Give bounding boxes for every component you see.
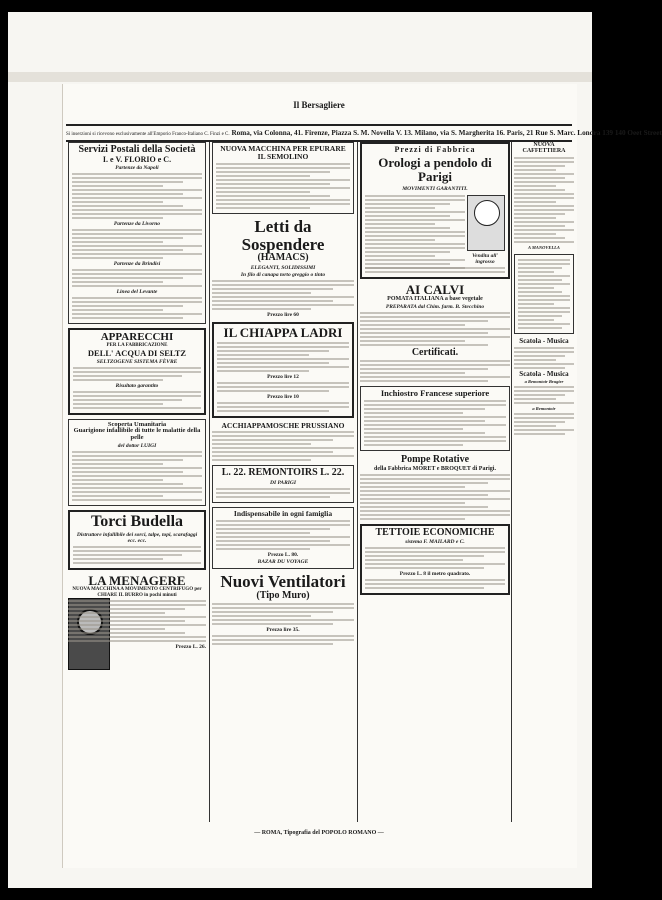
ad-scatola-musica [514,338,574,436]
postal-livorno-heading: Partenze da Livorno [113,220,161,227]
ad-chiappa-ladri [212,322,354,418]
printer-footer: — ROMA, Tipografia del POPOLO ROMANO — [254,830,384,836]
seltz-title-2: DELL' ACQUA DI SELTZ [87,347,187,358]
column-rule-2 [357,142,358,822]
acchiappa-text [212,431,354,461]
postal-text-3 [72,269,202,287]
umanitaria-doctor: del dottor LUIGI [117,443,157,450]
menagere-price: Prezzo L. 26. [175,643,206,650]
chiappa-text-3 [217,402,349,412]
pompe-title: Pompe Rotative [400,454,470,466]
pendulum-clock-illustration [467,195,505,251]
orologi-wholesale: Vendita all' ingrosso [472,252,498,265]
tettoie-subtitle: sistema F. MAILARD e C. [405,539,465,546]
ad-torci-budella [68,510,206,570]
remontoirs-text [216,488,350,498]
clock-face-icon [474,200,500,226]
umanitaria-subtitle: Guarigione infallibile di tutte le malattie della pelle [73,427,201,442]
scatola-remontoir-brugier: a Remontoir Brugier [524,379,564,385]
inchiostro-title: Inchiostro Francese superiore [380,388,490,399]
page-fold-shadow [8,72,592,82]
ventilatori-text-2 [212,635,354,645]
calvi-text [360,312,510,346]
seltz-price-list [73,391,201,409]
postal-napoli-heading: Partenze da Napoli [115,164,159,171]
postal-text-1 [72,173,202,219]
ad-office-line [66,124,662,142]
ad-letti [212,218,354,318]
umanitaria-text [72,451,202,501]
column-rule-3 [511,142,512,822]
scatola-title-1: Scatola - Musica [519,336,569,345]
postal-company: I. e V. FLORIO e C. [102,154,172,164]
remontoirs-subtitle: DI PARIGI [269,479,297,486]
column-4 [514,142,574,437]
inchiostro-text [364,400,506,446]
semolino-text [216,163,350,209]
bazar-du-voyage: BAZAR DU VOYAGE [257,558,309,565]
indispensabile-title: Indispensabile in ogni famiglia [233,508,333,518]
torci-subtitle: Distruttore infallibile dei sorci, talpe, topi, scarafaggi ecc. ecc. [76,531,198,544]
calvi-title: AI CALVI [405,281,465,297]
ad-remontoirs [212,465,354,503]
letti-price: Prezzo lire 60 [267,311,299,318]
seltz-text [73,367,201,381]
column-3 [360,142,510,599]
orologi-price-list [365,193,465,271]
tettoie-title: TETTOIE ECONOMICHE [375,526,495,538]
remontoirs-title: L. 22. REMONTOIRS L. 22. [221,467,345,479]
caffettiera-subtitle: A MANOVELLA [528,244,560,250]
orologi-title: Orologi a pendolo di Parigi [378,155,492,185]
scatola-text-3 [514,413,574,435]
scatola-text-1 [514,347,574,369]
ad-umanitaria [68,419,206,506]
ad-calvi [360,283,510,382]
menagere-title: LA MENAGERE [88,572,186,588]
seltz-title: APPARECCHI [100,330,174,343]
ventilatori-text [212,603,354,625]
postal-levante-heading: Linea del Levante [116,288,158,295]
scatola-remontoir: a Remontoir [532,406,556,412]
column-1 [68,142,206,670]
small-notices-text [518,259,570,329]
caffettiera-title: NUOVA CAFFETTIERA [522,142,566,155]
prezzi-title: Prezzi di Fabbrica [394,145,476,154]
menagere-subtitle: NUOVA MACCHINA A MOVIMENTO CENTRIFUGO per CHIARE IL BURRO in pochi minuti [72,587,202,598]
letti-title: Letti da Sospendere [241,216,325,254]
letti-canapa: In filo di canapa torto greggio o tinto [240,271,326,278]
caffettiera-text [514,157,574,243]
tettoie-text [365,547,505,569]
ad-menagere [68,574,206,650]
tettoie-text-2 [365,579,505,589]
seltz-result: Risultato garantito [115,382,159,389]
calvi-certificati: Certificati. [411,346,459,358]
tettoie-price: Prezzo L. 8 il metro quadrato. [399,571,471,578]
masthead: Il Bersagliere [293,100,345,110]
ad-postal-services [68,142,206,324]
torci-text [73,546,201,564]
scatola-title-2: Scatola - Musica [519,369,569,378]
ad-seltz [68,328,206,415]
seltz-subtitle: PER LA FABBRICAZIONE [106,343,168,349]
indispensabile-text [216,520,350,550]
postal-text-2 [72,229,202,259]
seltz-system: SELTZOGENE SISTEMA FÈVRE [96,358,178,365]
ad-office-prefix: Si inserzioni si ricevono esclusivamente all'Emporio Franco-Italiano C. Finzi e C. [66,132,230,137]
calvi-subtitle: POMATA ITALIANA a base vegetale [387,296,483,303]
torci-title: Torci Budella [90,513,184,531]
pompe-subtitle: della Fabbrica MORET e BROQUET di Parigi. [374,465,496,472]
ventilatori-subtitle: (Tipo Muro) [256,589,310,601]
chiappa-price-2: Prezzo lire 10 [267,393,299,400]
column-2 [212,142,354,647]
column-rule-1 [209,142,210,822]
ad-ventilatori [212,573,354,645]
letti-hamacs: (HAMACS) [257,252,309,264]
letti-eleganti: ELEGANTI, SOLIDISSIMI [250,264,316,271]
ventilatori-price: Prezzo lire 35. [266,627,300,634]
acchiappa-title: ACCHIAPPAMOSCHE PRUSSIANO [221,420,345,430]
postal-brindisi-heading: Partenze da Brindisi [113,260,161,267]
semolino-title: NUOVA MACCHINA PER EPURARE IL SEMOLINO [220,144,346,161]
ventilatori-title: Nuovi Ventilatori [220,571,346,591]
ad-semolino [212,142,354,214]
scatola-text-2 [514,386,574,404]
chiappa-price-1: Prezzo lire 12 [267,373,299,380]
ad-acchiappamosche [212,422,354,462]
postal-text-4 [72,297,202,319]
orologi-subtitle: MOVIMENTI GARANTITI. [402,185,468,192]
postal-title: Servizi Postali della Società [78,144,196,155]
ad-inchiostro [360,386,510,451]
letti-price-list [212,280,354,310]
ad-tettoie [360,524,510,596]
indispensabile-price: Prezzo L. 80. [267,551,299,558]
ad-indispensabile [212,507,354,569]
ad-pompe [360,455,510,520]
pompe-text [360,474,510,520]
umanitaria-title: Scoperta Umanitaria [107,420,167,428]
ad-small-notices [514,254,574,334]
chiappa-text-2 [217,382,349,392]
ad-caffettiera [514,142,574,250]
chiappa-text [217,342,349,372]
calvi-text-2 [360,360,510,382]
ad-orologi [360,142,510,279]
ad-office-cities: Roma, via Colonna, 41. Firenze, Piazza S. M. Novella V. 13. Milano, via S. Margherita 16. Paris, 21 Rue S. Marc. Londra 139 140 Oeet Street [231,129,662,137]
calvi-preparata: PREPARATA dal Chim. farm. B. Stecchino [385,303,485,310]
chiappa-title: IL CHIAPPA LADRI [223,324,343,340]
